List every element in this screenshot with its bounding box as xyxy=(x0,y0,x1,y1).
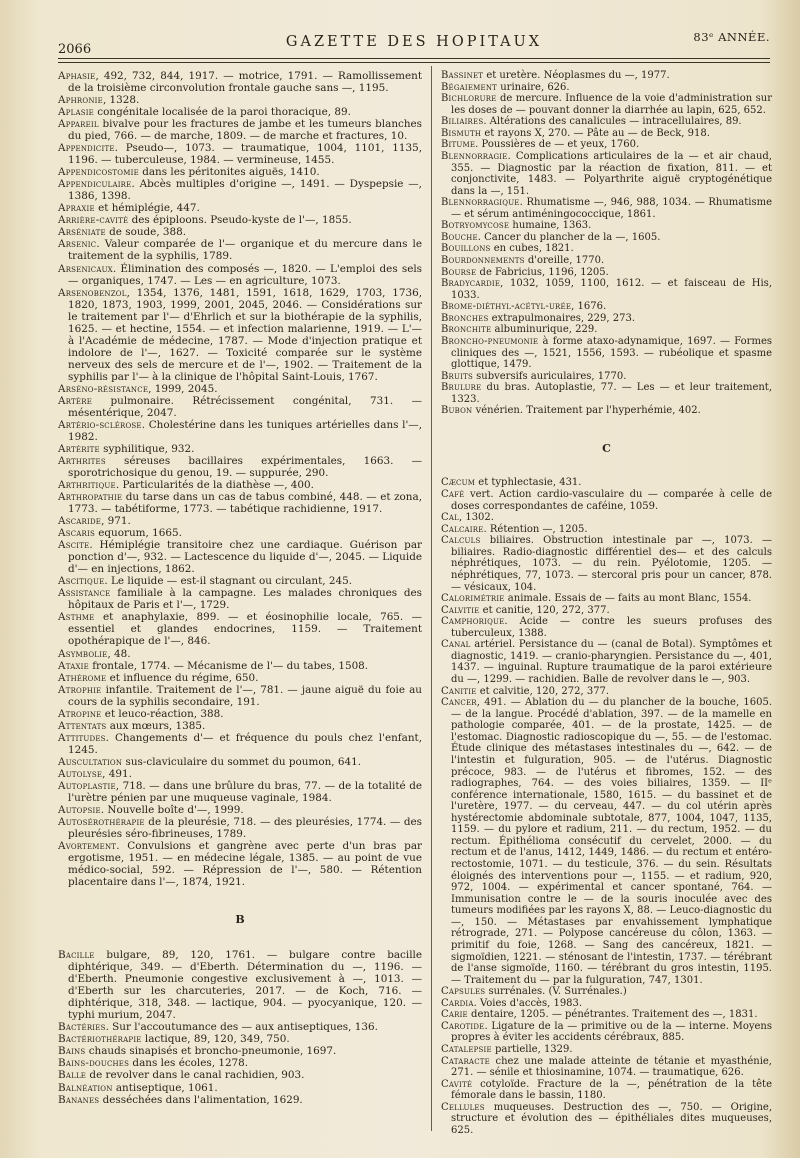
page-header xyxy=(58,28,770,60)
entry-term: Carotide xyxy=(441,1020,485,1032)
entry-term: Bronches xyxy=(441,312,489,324)
entry-term: Autopsie xyxy=(58,803,101,816)
index-entry xyxy=(441,605,772,617)
index-entry xyxy=(58,768,422,780)
entry-references: . Ligature de la — primitive ou de la — interne. Moyens propres à éviter les accidents cérébraux, 885. xyxy=(451,1020,772,1044)
entry-term: Camphorique xyxy=(441,616,505,628)
entry-references: urinaire, 626. xyxy=(497,81,570,93)
index-entry xyxy=(58,395,422,419)
index-entry xyxy=(441,278,772,301)
index-entry xyxy=(441,197,772,220)
entry-term: Balnéation xyxy=(58,1081,113,1094)
entry-term: Arthritique xyxy=(58,479,116,492)
index-entry xyxy=(441,1056,772,1079)
entry-references: , 1032, 1059, 1100, 1612. — et faisceau de His, 1033. xyxy=(451,278,772,301)
index-entry xyxy=(441,686,772,698)
entry-references: . Le liquide — est-il stagnant ou circulant, 245. xyxy=(104,575,353,588)
index-entry xyxy=(58,672,422,684)
entry-references: et anaphylaxie, 899. — et éosinophilie locale, 765. — essentiel et glandes endocrines, 1159. — Traitement opothérapique de l'—, 846. xyxy=(68,611,422,648)
entry-references: . Hémiplégie transitoire chez une cardiaque. Guérison par ponction d'—, 932. — Lactescence du liquide d'—, 2045. — Liquide d'— en injections, 1862. xyxy=(68,539,422,576)
entry-references: . Abcès multiples d'origine —, 1491. — Dyspepsie —, 1386, 1398. xyxy=(68,178,422,203)
index-entry xyxy=(58,287,422,383)
index-entry xyxy=(441,336,772,371)
header-rule-top xyxy=(58,58,770,59)
entry-term: Artère xyxy=(58,394,93,407)
index-entry xyxy=(441,1044,772,1056)
entry-term: Brulure xyxy=(441,382,482,394)
index-entry xyxy=(441,128,772,140)
entry-references: cotyloïde. Fracture de la —, pénétration de la tête fémorale dans le bassin, 1180. xyxy=(451,1078,772,1102)
index-entry xyxy=(58,1045,422,1057)
entry-references: . Nouvelle boîte d'—, 1999. xyxy=(100,803,244,816)
entry-references: chez une malade atteinte de tétanie et myasthénie, 271. — sénile et thiosinamine, 1074. — traumatique, 626. xyxy=(451,1055,772,1079)
entry-references: des épiploons. Pseudo-kyste de l'—, 1855. xyxy=(128,214,352,227)
entry-term: Bourdonnements xyxy=(441,255,525,266)
entry-references: et typhlectasie, 431. xyxy=(475,477,582,489)
entry-references: bulgare, 89, 120, 1761. — bulgare contre bacille diphtérique, 349. — d'Eberth. Détermination du —, 1196. — d'Eberth. Pneumonie congestive exclusivement à —, 1013. — d'Eberth sur les charcuteries, 2017. — de Koch, 716. — diphtérique, 318, 348. — lactique, 904. — pyocyanique, 120. — typhi murium, 2047. xyxy=(68,949,422,1022)
entry-references: et uretère. Néoplasmes du —, 1977. xyxy=(483,70,670,81)
entry-references: humaine, 1363. xyxy=(509,220,592,232)
entry-references: . Particularités de la diathèse —, 400. xyxy=(115,479,314,492)
entry-references: chauds sinapisés et broncho-pneumonie, 1697. xyxy=(85,1045,337,1058)
entry-term: Arsenic xyxy=(58,238,97,251)
entry-term: Cæcum xyxy=(441,477,476,489)
entry-term: Bacille xyxy=(58,949,95,962)
entry-term: Attitudes xyxy=(58,731,106,744)
index-entry xyxy=(58,455,422,479)
entry-term: Appareil xyxy=(58,118,99,131)
entry-references: de Fabricius, 1196, 1205. xyxy=(476,266,609,278)
index-entry xyxy=(58,720,422,732)
index-entry xyxy=(441,255,772,267)
entry-term: Appendicostomie xyxy=(58,166,139,179)
entry-references: et calvitie, 120, 272, 377. xyxy=(476,685,610,697)
index-entry xyxy=(58,780,422,804)
entry-references: desséchées dans l'alimentation, 1629. xyxy=(99,1093,303,1106)
entry-term: Cal xyxy=(441,512,459,524)
index-entry xyxy=(441,998,772,1010)
index-entry xyxy=(58,214,422,226)
entry-term: Aphasie xyxy=(58,70,96,82)
column-divider xyxy=(431,66,432,1131)
entry-term: Arrière-cavité xyxy=(58,214,129,227)
entry-references: du tarse dans un cas de tabus combiné, 448. — et zona, 1773. — tabétiforme, 1773. — tabétique rachidienne, 1917. xyxy=(68,491,422,516)
entry-references: . Voies d'accès, 1983. xyxy=(473,997,583,1009)
index-entry xyxy=(441,616,772,639)
entry-term: Bruits xyxy=(441,370,473,382)
entry-term: Autoplastie xyxy=(58,779,116,792)
entry-term: Atropine xyxy=(58,707,102,720)
entry-references: . Cholestérine dans les tuniques artérielles dans l'—, 1982. xyxy=(68,418,422,443)
index-entry xyxy=(441,1079,772,1102)
index-entry xyxy=(441,535,772,593)
index-entry xyxy=(58,238,422,262)
entries-a-list xyxy=(58,70,422,888)
index-entry xyxy=(58,648,422,660)
entry-references: vénérien. Traitement par l'hyperhémie, 402. xyxy=(472,405,701,417)
index-entry xyxy=(58,840,422,888)
entry-references: . Sur l'accoutumance des — aux antiseptiques, 136. xyxy=(105,1021,378,1034)
entry-references: . Poussières de — et yeux, 1760. xyxy=(475,139,640,151)
index-entry xyxy=(58,611,422,647)
entry-references: , 491. xyxy=(102,767,132,780)
entry-term: Bourse xyxy=(441,266,477,278)
entry-term: Attentats xyxy=(58,719,107,732)
entry-references: aux mœurs, 1385. xyxy=(106,719,206,732)
index-entry xyxy=(441,512,772,524)
entry-term: Bronchite xyxy=(441,324,492,336)
entry-references: antiseptique, 1061. xyxy=(112,1081,218,1094)
index-entry xyxy=(441,139,772,151)
index-entry xyxy=(441,116,772,128)
entry-term: Arthrites xyxy=(58,455,106,467)
entry-references: , 1354, 1376, 1481, 1591, 1618, 1629, 1703, 1736, 1820, 1873, 1903, 1999, 2001, 2045, 2046. — Considérations sur le traitement par l'— d'Ehrlich et sur la biothérapie de la syphilis, 1625. — et hectine, 1554. — et infection malarienne, 1919. — L'— à l'Académie de médecine, 1787. — Mode d'injection pratique et indolore de l'—, 1627. — Toxicité comparée sur le système nerveux des sels de mercure et de l'—, 1902. — Traitement de la syphilis par l'— à la clinique de l'hôpital Saint-Louis, 1767. xyxy=(68,286,422,383)
entry-references: surrénales. (V. Surrénales.) xyxy=(485,986,627,998)
entry-references: artériel. Persistance du — (canal de Botal). Symptômes et diagnostic, 1419. — cranio-pharyngien. Persistance du —, 401, 1437. — inguinal. Rupture traumatique de la paroi extérieure du —, 1299. — rachidien. Balle de revolver dans le —, 903. xyxy=(451,639,772,685)
index-entry xyxy=(441,697,772,986)
entry-term: Asthme xyxy=(58,611,95,624)
entry-term: Cavité xyxy=(441,1078,473,1090)
entry-term: Cellules xyxy=(441,1101,485,1113)
index-entry xyxy=(58,816,422,840)
entry-references: . Convulsions et gangrène avec perte d'un bras par ergotisme, 1951. — en médecine légale, 1385. — au point de vue médico-social, 592. — Répression de l'—, 580. — Rétention placentaire dans l'—, 1874, 1921. xyxy=(68,840,422,889)
index-entry xyxy=(441,243,772,255)
entry-references: familiale à la campagne. Les malades chroniques des hôpitaux de Paris et l'—, 1729. xyxy=(68,587,422,612)
entry-references: , 492, 732, 844, 1917. — motrice, 1791. — Ramollissement de la troisième circonvolution frontale gauche sans —, 1195. xyxy=(68,70,422,95)
index-entry xyxy=(441,324,772,336)
index-entry xyxy=(58,70,422,94)
entry-references: de la pleurésie, 718. — des pleurésies, 1774. — des pleurésies séro-fibrineuses, 1789. xyxy=(68,815,422,840)
index-entry xyxy=(58,1094,422,1106)
year-label: 83ᵉ ANNÉE. xyxy=(693,30,770,44)
entry-references: . Altérations des canalicules — intracellulaires, 89. xyxy=(483,116,742,128)
entry-term: Aplasie xyxy=(58,106,94,119)
entry-references: et canitie, 120, 272, 377. xyxy=(479,604,610,616)
entry-references: extrapulmonaires, 229, 273. xyxy=(488,312,635,324)
entry-references: d'oreille, 1770. xyxy=(524,255,605,266)
entry-references: de soude, 388. xyxy=(105,226,187,239)
entry-term: Cancer xyxy=(441,697,477,709)
entry-term: Calculs xyxy=(441,535,481,547)
entry-references: muqueuses. Destruction des —, 750. — Origine, structure et évolution des — épithéliales dites muqueuses, 625. xyxy=(451,1101,772,1136)
entry-term: Arsenicaux xyxy=(58,262,113,275)
entry-term: Balle xyxy=(58,1069,87,1082)
entry-term: Athérome xyxy=(58,671,107,684)
entry-references: infantile. Traitement de l'—, 781. — jaune aiguë du foie au cours de la syphilis secondaire, 191. xyxy=(68,683,422,708)
entry-term: Bouillons xyxy=(441,243,491,255)
entry-references: du bras. Autoplastie, 77. — Les — et leur traitement, 1323. xyxy=(451,382,772,405)
entry-term: Bitume xyxy=(441,139,476,151)
entry-references: . Changements d'— et fréquence du pouls chez l'enfant, 1245. xyxy=(68,731,422,756)
entry-term: Calcaire xyxy=(441,523,484,535)
index-entry xyxy=(58,202,422,214)
entry-term: Bubon xyxy=(441,405,473,417)
index-entry xyxy=(441,313,772,325)
entry-references: frontale, 1774. — Mécanisme de l'— du tabes, 1508. xyxy=(88,659,369,672)
entry-references: animale. Essais de — faits au mont Blanc, 1554. xyxy=(504,593,752,605)
entry-references: , 1999, 2045. xyxy=(148,382,218,395)
entry-term: Cardia xyxy=(441,997,474,1009)
section-letter-c: C xyxy=(602,441,611,455)
entry-references: de mercure. Influence de la voie d'administration sur les doses de — pouvant donner la diarrhée au lapin, 625, 652. xyxy=(451,93,772,116)
index-entry xyxy=(58,118,422,142)
index-entry xyxy=(58,419,422,443)
index-entry xyxy=(58,587,422,611)
index-entry xyxy=(441,489,772,512)
entry-references: . Rhumatisme —, 946, 988, 1034. — Rhumatisme — et sérum antiméningococcique, 1861. xyxy=(451,197,772,220)
index-entry xyxy=(58,1069,422,1081)
journal-title: GAZETTE DES HOPITAUX xyxy=(285,34,543,50)
index-entry xyxy=(58,804,422,816)
entry-references: dans les écoles, 1278. xyxy=(129,1057,249,1070)
entry-references: , 971. xyxy=(101,515,131,528)
entry-term: Arsenobenzol xyxy=(58,286,127,299)
entry-term: Calorimétrie xyxy=(441,593,505,605)
header-rule-bottom xyxy=(58,62,770,63)
index-entry xyxy=(58,443,422,455)
entry-term: Ataxie xyxy=(58,659,89,672)
entry-term: Arséniate xyxy=(58,226,106,239)
entry-term: Auscultation xyxy=(58,755,123,768)
entry-references: et leuco-réaction, 388. xyxy=(101,707,224,720)
entry-term: Bactéries xyxy=(58,1021,106,1034)
index-entry xyxy=(58,1082,422,1094)
index-entry xyxy=(441,524,772,536)
index-entry xyxy=(58,527,422,539)
entry-references: dentaire, 1205. — pénétrantes. Traitement des —, 1831. xyxy=(467,1009,758,1021)
entries-b-continued-list xyxy=(441,70,772,417)
entry-term: Ascitique xyxy=(58,575,105,588)
entry-term: Brome-diéthyl-acétyl-urée xyxy=(441,301,572,313)
entry-term: Assistance xyxy=(58,587,111,600)
entry-references: et rayons X, 270. — Pâte au — de Beck, 918. xyxy=(481,127,710,139)
entry-references: equorum, 1665. xyxy=(94,527,182,540)
entry-references: , 48. xyxy=(107,647,131,660)
entry-references: et influence du régime, 650. xyxy=(106,671,259,684)
entry-term: Artérite xyxy=(58,442,100,455)
index-entry xyxy=(58,178,422,202)
entry-references: , 1676. xyxy=(571,301,607,313)
entry-term: Autolyse xyxy=(58,767,103,780)
index-entry xyxy=(441,639,772,685)
entry-term: Arthropathie xyxy=(58,491,123,504)
index-entry xyxy=(58,383,422,395)
entry-references: bivalve pour les fractures de jambe et les tumeurs blanches du pied, 766. — de marche, 1809. — de marche et fractures, 10. xyxy=(68,118,422,143)
index-entry xyxy=(58,732,422,756)
left-column xyxy=(58,70,422,1106)
index-entry xyxy=(58,263,422,287)
entry-term: Aphronie xyxy=(58,94,103,107)
index-entry xyxy=(58,166,422,178)
index-entry xyxy=(58,106,422,118)
index-entry xyxy=(441,267,772,279)
entry-term: Bassinet xyxy=(441,70,484,81)
entries-c-list xyxy=(441,477,772,1136)
entry-term: Capsules xyxy=(441,986,486,998)
entry-term: Bradycardie xyxy=(441,278,501,290)
entry-term: Bégaiement xyxy=(441,81,498,93)
entry-references: , 1302. xyxy=(458,512,494,524)
index-entry xyxy=(441,1102,772,1137)
entry-term: Carie xyxy=(441,1009,468,1021)
entry-term: Avortement xyxy=(58,840,117,852)
index-entry xyxy=(441,93,772,116)
entry-references: , 491. — Ablation du — du plancher de la bouche, 1605. — de la langue. Procédé d'ablation, 397. — de la mamelle en pathologie comparée, 401. — de la prostate, 1425. — de l'estomac. Diagnostic radioscopique du —, 55. — de l'estomac. Étude clinique des métastases intestinales du —, 642. — de l'intestin et fulguration, 905. — de l'utérus. Diagnostic précoce, 983. — de l'utérus et fibromes, 152. — des radiographes, 764. — des voies biliaires, 1359. — IIᵉ conférence internationale, 1580, 1615. — du bassinet et de l'uretère, 1977. — du cerveau, 447. — du col utérin après hystérectomie abdominale subtotale, 877, 1004, 1047, 1135, 1159. — du pylore et radium, 211. — du rectum, 1952. — du rectum. Épithélioma consécutif du cervelet, 2000. — du rectum et de l'anus, 1412, 1449, 1486. — du rectum et entéro-rectostomie, 1071. — du testicule, 376. — du sein. Résultats éloignés des interventions pour —, 1155. — et radium, 920, 972, 1004. — expérimental et cancer spontané, 764. — Immunisation contre le — de la souris inoculée avec des tumeurs modifiées par les rayons X, 88. — Leuco-diagnostic du —, 150. — Métastases par envahissement lymphatique rétrograde, 271. — Polypose cancéreuse du côlon, 1363. — primitif du foie, 1268. — Sang des cancéreux, 1821. — sigmoïdien, 1221. — sténosant de l'intestin, 1737. — térébrant de l'anse sigmoïde, 1160. — térébrant du gros intestin, 1195. — Traitement du — par la fulguration, 747, 1301. xyxy=(451,697,772,986)
index-entry xyxy=(58,684,422,708)
entry-references: syphilitique, 932. xyxy=(99,442,195,455)
entry-term: Autosérothérapie xyxy=(58,815,145,828)
entry-references: biliaires. Obstruction intestinale par —, 1073. — biliaires. Radio-diagnostic différentiel des— et des calculs néphrétiques, 1073. — du rein. Pyélotomie, 1205. — néphrétiques, 77, 1073. — stercoral pris pour un cancer, 878. — vésicaux, 104. xyxy=(451,535,772,593)
entry-term: Appendicite xyxy=(58,142,115,155)
entry-term: Blennorragie xyxy=(441,150,508,162)
entry-term: Bichlorure xyxy=(441,93,497,105)
entry-term: Bains xyxy=(58,1045,86,1058)
index-entry xyxy=(441,1009,772,1021)
entry-term: Bains-douches xyxy=(58,1057,130,1070)
entry-references: vert. Action cardio-vasculaire du — comparée à celle de doses correspondantes de caféine, 1059. xyxy=(451,489,772,512)
index-entry xyxy=(58,756,422,768)
entry-term: Atrophie xyxy=(58,683,102,696)
entry-references: séreuses bacillaires expérimentales, 1663. — sporotrichosique du genou, 19. — suppurée, 290. xyxy=(68,455,422,480)
entry-term: Ascaride xyxy=(58,515,102,528)
entry-term: Bismuth xyxy=(441,127,482,139)
index-entry xyxy=(58,491,422,515)
entry-term: Apraxie xyxy=(58,202,95,215)
entry-term: Ascaris xyxy=(58,527,95,540)
entry-references: , 718. — dans une brûlure du bras, 77. — de la totalité de l'urètre pénien par une muqueuse vaginale, 1984. xyxy=(68,779,422,804)
index-entry xyxy=(58,949,422,1021)
index-entry xyxy=(441,82,772,94)
entry-term: Biliaires xyxy=(441,116,484,128)
entry-term: Asymbolie xyxy=(58,647,108,660)
entry-term: Appendiculaire xyxy=(58,178,132,191)
index-entry xyxy=(441,220,772,232)
entry-term: Botryomycose xyxy=(441,220,510,232)
index-entry xyxy=(441,593,772,605)
entry-term: Cataracte xyxy=(441,1055,490,1067)
entry-references: subversifs auriculaires, 1770. xyxy=(472,370,627,382)
entry-term: Calvitie xyxy=(441,604,480,616)
entry-references: , 1328. xyxy=(102,94,140,107)
index-entry xyxy=(58,575,422,587)
right-column xyxy=(441,70,772,1137)
entry-references: partielle, 1329. xyxy=(491,1044,573,1055)
entry-term: Arséno-résistance xyxy=(58,382,149,395)
index-entry xyxy=(441,477,772,489)
section-letter-b: B xyxy=(235,913,245,927)
index-entry xyxy=(58,94,422,106)
entry-term: Bactériothérapie xyxy=(58,1033,142,1046)
entry-references: . Pseudo—, 1073. — traumatique, 1004, 1101, 1135, 1196. — tuberculeuse, 1984. — vermineuse, 1455. xyxy=(68,142,422,167)
entry-references: à forme ataxo-adynamique, 1697. — Formes cliniques des —, 1521, 1556, 1593. — rubéolique et spasme glottique, 1479. xyxy=(451,335,772,371)
index-entry xyxy=(58,708,422,720)
entry-references: sus-claviculaire du sommet du poumon, 641. xyxy=(122,755,362,768)
index-entry xyxy=(441,232,772,244)
index-entry xyxy=(441,1021,772,1044)
page-number: 2066 xyxy=(58,42,92,57)
entries-b-list xyxy=(58,949,422,1105)
index-entry xyxy=(58,226,422,238)
entry-references: . Valeur comparée de l'— organique et du mercure dans le traitement de la syphilis, 1789. xyxy=(68,238,422,263)
entry-term: Artério-sclérose xyxy=(58,418,142,431)
entry-term: Bananes xyxy=(58,1093,100,1106)
entry-term: Canal xyxy=(441,639,471,651)
entry-references: . Complications articulaires de la — et air chaud, 355. — Diagnostic par la réaction de fixation, 811. — et conjonctivite, 1483. — Polyarthrite aiguë cryptogénétique dans la —, 151. xyxy=(451,150,772,197)
entry-term: Café xyxy=(441,489,465,500)
index-entry xyxy=(58,1033,422,1045)
entry-references: de revolver dans le canal rachidien, 903. xyxy=(86,1069,305,1082)
entry-term: Bouche xyxy=(441,231,478,243)
index-entry xyxy=(58,142,422,166)
index-entry xyxy=(58,1057,422,1069)
index-entry xyxy=(58,1021,422,1033)
entry-term: Blennorragique xyxy=(441,197,520,209)
entry-references: congénitale localisée de la paroi thoracique, 89. xyxy=(94,106,351,119)
index-entry xyxy=(58,539,422,575)
entry-references: pulmonaire. Rétrécissement congénital, 731. — mésentérique, 2047. xyxy=(68,394,422,419)
entry-references: lactique, 89, 120, 349, 750. xyxy=(141,1033,290,1046)
entry-references: dans les péritonites aiguës, 1410. xyxy=(138,166,320,179)
index-entry xyxy=(58,515,422,527)
entry-references: . Élimination des composés —, 1820. — L'emploi des sels — organiques, 1747. — Les — en agriculture, 1073. xyxy=(68,262,422,287)
entry-term: Ascite xyxy=(58,539,90,552)
entry-term: Canitie xyxy=(441,685,477,697)
index-entry xyxy=(58,660,422,672)
entry-references: . Cancer du plancher de la —, 1605. xyxy=(477,231,661,243)
index-entry xyxy=(441,986,772,998)
index-entry xyxy=(441,151,772,197)
index-entry xyxy=(441,301,772,313)
entry-term: Catalepsie xyxy=(441,1044,492,1055)
entry-references: en cubes, 1821. xyxy=(490,243,574,255)
entry-references: . Rétention —, 1205. xyxy=(483,523,588,535)
entry-references: albuminurique, 229. xyxy=(491,324,598,336)
entry-references: et hémiplégie, 447. xyxy=(94,202,200,215)
index-entry xyxy=(58,479,422,491)
entry-term: Broncho-pneumonie xyxy=(441,335,539,347)
entry-references: . Acide — contre les sueurs profuses des tuberculeux, 1388. xyxy=(451,616,772,639)
index-entry xyxy=(441,382,772,405)
index-entry xyxy=(441,70,772,82)
index-entry xyxy=(441,405,772,417)
index-entry xyxy=(441,371,772,383)
